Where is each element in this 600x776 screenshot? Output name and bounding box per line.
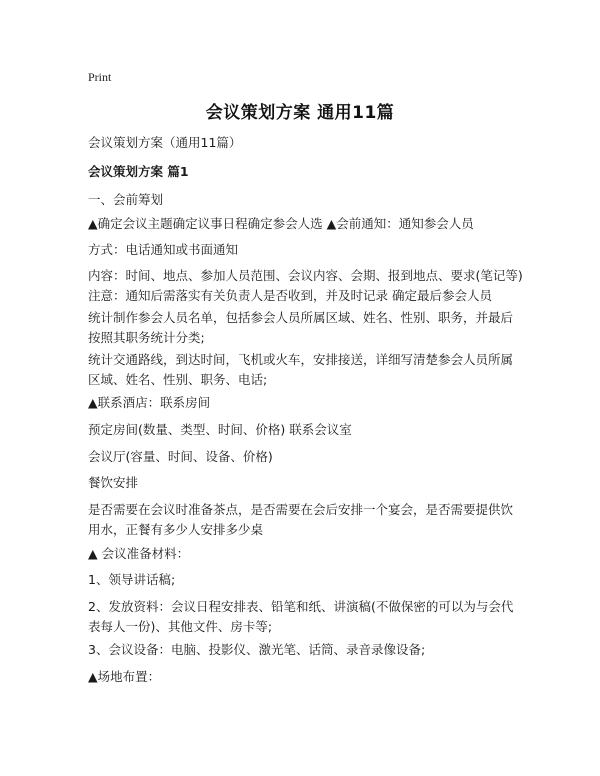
paragraph-notification-content: 内容：时间、地点、参加人员范围、会议内容、会期、报到地点、要求(笔记等) 注意：通知后需落实有关负责人是否收到，并及时记录 确定最后参会人员 bbox=[88, 268, 523, 303]
paragraph-attendee-list: 统计制作参会人员名单，包括参会人员所属区域、姓名、性别、职务，并最后按照其职务统计分类; bbox=[88, 310, 514, 345]
paragraph-transport: 统计交通路线，到达时间，飞机或火车，安排接送，详细写清楚参会人员所属区域、姓名、性别、职务、电话; bbox=[88, 352, 514, 387]
paragraph-contact-hotel: ▲联系酒店：联系房间 bbox=[88, 395, 211, 410]
paragraph-pre-meeting-planning: 一、会前筹划 bbox=[88, 192, 164, 207]
document-title: 会议策划方案 通用11篇 bbox=[205, 103, 395, 123]
paragraph-venue-layout: ▲场地布置： bbox=[88, 669, 161, 684]
print-label: Print bbox=[88, 70, 112, 84]
paragraph-meeting-hall: 会议厅(容量、时间、设备、价格) bbox=[88, 449, 273, 464]
paragraph-catering-details: 是否需要在会议时准备茶点，是否需要在会后安排一个宴会，是否需要提供饮用水，正餐有多少人安排多少桌 bbox=[88, 502, 514, 537]
paragraph-handouts: 2、发放资料：会议日程安排表、铅笔和纸、讲演稿(不做保密的可以为与会代表每人一份)、其他文件、房卡等; bbox=[88, 599, 514, 634]
section-title: 会议策划方案 篇1 bbox=[88, 164, 189, 179]
paragraph-catering: 餐饮安排 bbox=[88, 475, 139, 490]
paragraph-prepare-materials: ▲ 会议准备材料： bbox=[88, 546, 190, 561]
paragraph-equipment: 3、会议设备：电脑、投影仪、激光笔、话筒、录音录像设备; bbox=[88, 642, 426, 657]
paragraph-confirm-topic: ▲确定会议主题确定议事日程确定参会人选 ▲会前通知：通知参会人员 bbox=[88, 216, 474, 231]
paragraph-notification-method: 方式：电话通知或书面通知 bbox=[88, 242, 239, 257]
document-subtitle: 会议策划方案（通用11篇） bbox=[88, 135, 242, 150]
paragraph-book-rooms: 预定房间(数量、类型、时间、价格) 联系会议室 bbox=[88, 422, 352, 437]
paragraph-leader-speech: 1、领导讲话稿; bbox=[88, 572, 176, 587]
